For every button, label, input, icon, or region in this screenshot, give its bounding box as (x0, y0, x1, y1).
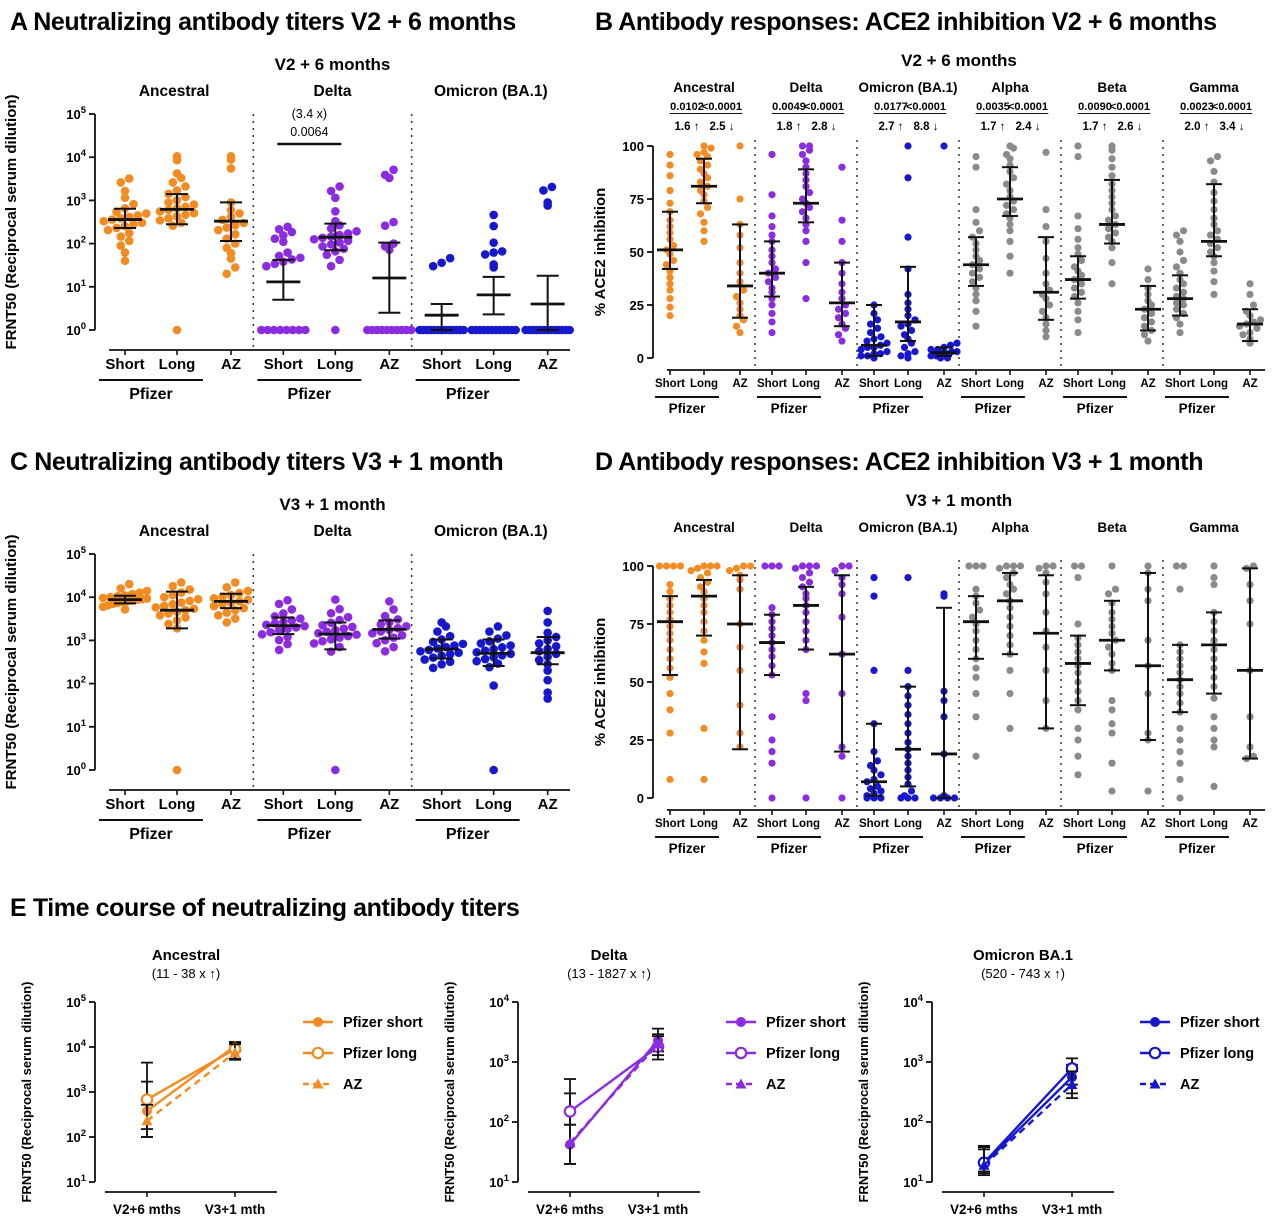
median-iqr (1201, 184, 1227, 256)
svg-text:Short: Short (1062, 378, 1094, 390)
panel-e-omicron-chart (852, 944, 1277, 1216)
svg-text:Alpha: Alpha (991, 520, 1029, 535)
svg-text:Short: Short (960, 378, 992, 390)
svg-text:V2+6 mths: V2+6 mths (113, 1202, 181, 1216)
panel-a-heading: A Neutralizing antibody titers V2 + 6 months (10, 8, 516, 36)
svg-text:Delta: Delta (789, 80, 823, 95)
svg-text:103: $10^3$ (489, 1053, 509, 1070)
svg-text:1.7 ↑: 1.7 ↑ (980, 121, 1006, 133)
svg-text:% ACE2 inhibition: % ACE2 inhibition (592, 617, 609, 747)
svg-text:Short: Short (1062, 818, 1094, 830)
svg-text:AZ: AZ (834, 378, 850, 390)
svg-text:Long: Long (1199, 378, 1229, 390)
median-iqr (829, 575, 855, 751)
variant-alpha (963, 520, 1059, 760)
svg-text:Long: Long (689, 818, 719, 830)
svg-text:0: 0 (636, 351, 644, 366)
svg-text:AZ: AZ (766, 1077, 786, 1093)
svg-text:105: $10^5$ (66, 545, 86, 562)
svg-text:Omicron (BA.1): Omicron (BA.1) (433, 523, 548, 540)
panel-b (585, 0, 1280, 440)
panel-b-heading: B Antibody responses: ACE2 inhibition V2 + 6 months (595, 8, 1217, 36)
legend (1140, 1015, 1260, 1093)
svg-text:101: $10^1$ (66, 277, 86, 295)
svg-text:Pfizer short: Pfizer short (1180, 1015, 1260, 1031)
svg-text:AZ: AZ (936, 378, 952, 390)
median-iqr (1099, 180, 1125, 244)
median-iqr (997, 573, 1023, 654)
svg-text:AZ: AZ (1038, 818, 1054, 830)
svg-text:AZ: AZ (936, 818, 952, 830)
median-iqr (1201, 612, 1227, 693)
svg-text:75: 75 (629, 617, 644, 632)
svg-text:1.7 ↑: 1.7 ↑ (1082, 121, 1108, 133)
panel-d-heading: D Antibody responses: ACE2 inhibition V3 + 1 month (595, 448, 1204, 476)
svg-text:103: $10^3$ (66, 631, 86, 649)
svg-text:Pfizer: Pfizer (668, 401, 706, 416)
svg-text:2.0 ↑: 2.0 ↑ (1184, 121, 1210, 133)
svg-text:Short: Short (105, 796, 145, 813)
svg-text:0.0035: 0.0035 (976, 101, 1010, 113)
svg-text:103: $10^3$ (66, 191, 86, 209)
svg-text:Ancestral: Ancestral (151, 947, 221, 964)
svg-text:Long: Long (158, 356, 196, 373)
svg-text:100: $10^0$ (66, 321, 86, 338)
group-points (1071, 142, 1085, 336)
svg-text:Short: Short (263, 356, 303, 373)
svg-text:101: $10^1$ (66, 717, 86, 735)
svg-text:Pfizer: Pfizer (1076, 401, 1114, 416)
median-iqr (1033, 575, 1059, 728)
svg-text:Pfizer: Pfizer (872, 401, 910, 416)
axes (442, 947, 700, 1216)
panel-e (0, 880, 1280, 1218)
svg-text:Long: Long (158, 796, 196, 813)
svg-text:Delta: Delta (590, 947, 628, 964)
svg-text:AZ: AZ (537, 796, 558, 813)
svg-text:AZ: AZ (732, 818, 748, 830)
median-iqr (759, 615, 785, 675)
svg-text:8.8 ↓: 8.8 ↓ (913, 121, 939, 133)
median-iqr (1065, 256, 1091, 298)
panel-e-heading: E Time course of neutralizing antibody titers (10, 894, 520, 922)
panel-c-heading: C Neutralizing antibody titers V3 + 1 month (10, 448, 504, 476)
svg-text:<0.0001: <0.0001 (803, 101, 845, 113)
svg-text:Long: Long (689, 378, 719, 390)
variant-ancestral (99, 523, 253, 774)
svg-text:Pfizer: Pfizer (668, 841, 706, 856)
panel-c-chart (0, 486, 585, 880)
svg-text:Long: Long (791, 818, 821, 830)
median-iqr (1099, 601, 1125, 671)
svg-text:102: $10^2$ (66, 1128, 86, 1145)
svg-text:Short: Short (1164, 378, 1196, 390)
svg-text:V3 + 1 month: V3 + 1 month (279, 495, 386, 514)
group-points (927, 142, 960, 361)
svg-text:100: 100 (622, 139, 644, 154)
median-iqr (793, 169, 819, 222)
svg-text:50: 50 (629, 245, 644, 260)
svg-text:Ancestral: Ancestral (138, 523, 210, 540)
svg-text:2.7 ↑: 2.7 ↑ (878, 121, 904, 133)
svg-text:103: $10^3$ (66, 1083, 86, 1100)
svg-text:0.0064: 0.0064 (290, 125, 329, 139)
svg-text:102: $10^2$ (66, 234, 86, 252)
median-iqr (657, 212, 683, 269)
svg-text:(11 - 38 x ↑): (11 - 38 x ↑) (151, 966, 221, 981)
svg-text:Long: Long (475, 796, 512, 813)
svg-text:AZ: AZ (1140, 818, 1156, 830)
variant-delta (759, 520, 855, 802)
median-iqr (997, 167, 1023, 216)
svg-text:75: 75 (629, 192, 644, 207)
group-points (1105, 562, 1119, 794)
median-iqr (895, 267, 921, 341)
median-iqr (372, 243, 406, 313)
median-iqr (895, 687, 921, 787)
svg-text:Short: Short (858, 818, 890, 830)
svg-text:25: 25 (629, 298, 644, 313)
svg-text:Pfizer short: Pfizer short (766, 1015, 846, 1031)
svg-text:Short: Short (756, 818, 788, 830)
legend (303, 1015, 423, 1093)
svg-text:Short: Short (422, 356, 462, 373)
svg-text:Pfizer: Pfizer (1178, 841, 1216, 856)
svg-text:Delta: Delta (313, 83, 352, 100)
svg-text:104: $10^4$ (66, 1038, 86, 1055)
svg-text:Omicron (BA.1): Omicron (BA.1) (858, 80, 958, 95)
svg-text:50: 50 (629, 675, 644, 690)
svg-text:Pfizer: Pfizer (770, 401, 808, 416)
median-iqr (829, 263, 855, 327)
variant-ancestral (99, 83, 248, 334)
median-iqr (963, 237, 989, 286)
svg-text:<0.0001: <0.0001 (1109, 101, 1151, 113)
group-points (467, 211, 520, 335)
svg-text:101: $10^1$ (66, 1173, 86, 1190)
svg-text:V3 + 1 month: V3 + 1 month (905, 491, 1013, 510)
svg-text:0.0090: 0.0090 (1078, 101, 1112, 113)
svg-text:FRNT50 (Reciprocal serum dilut: FRNT50 (Reciprocal serum dilution) (3, 94, 20, 350)
group-points (310, 182, 361, 334)
svg-text:Pfizer: Pfizer (445, 826, 490, 843)
svg-text:FRNT50 (Reciprocal serum dilut: FRNT50 (Reciprocal serum dilution) (3, 534, 20, 790)
svg-text:Short: Short (858, 378, 890, 390)
svg-text:AZ: AZ (1180, 1077, 1200, 1093)
svg-text:Omicron (BA.1): Omicron (BA.1) (433, 83, 548, 100)
svg-text:102: $10^2$ (489, 1113, 509, 1130)
svg-text:FRNT50 (Reciprocal serum dilut: FRNT50 (Reciprocal serum dilution) (19, 981, 34, 1203)
svg-text:Pfizer short: Pfizer short (343, 1015, 423, 1031)
variant-omicron-ba-1- (857, 80, 960, 362)
svg-text:Long: Long (893, 818, 923, 830)
svg-text:Pfizer: Pfizer (1076, 841, 1114, 856)
svg-text:Delta: Delta (313, 523, 352, 540)
svg-text:25: 25 (629, 733, 644, 748)
svg-text:Omicron (BA.1): Omicron (BA.1) (858, 520, 958, 535)
series-pfizer-short (564, 1029, 664, 1164)
svg-text:V3+1 mth: V3+1 mth (627, 1202, 689, 1216)
median-iqr (1237, 568, 1263, 758)
svg-text:Long: Long (1199, 818, 1229, 830)
svg-text:Ancestral: Ancestral (673, 80, 735, 95)
svg-text:Long: Long (791, 378, 821, 390)
median-iqr (931, 608, 957, 798)
svg-text:Short: Short (105, 356, 145, 373)
median-iqr (214, 202, 248, 241)
svg-text:0.0177: 0.0177 (874, 101, 908, 113)
svg-text:(3.4 x): (3.4 x) (291, 107, 328, 121)
median-iqr (1135, 286, 1161, 331)
svg-text:Gamma: Gamma (1189, 80, 1239, 95)
median-iqr (1167, 645, 1193, 712)
svg-text:Long: Long (317, 796, 354, 813)
svg-text:Gamma: Gamma (1189, 520, 1239, 535)
svg-text:3.4 ↓: 3.4 ↓ (1219, 121, 1245, 133)
svg-text:Beta: Beta (1097, 80, 1127, 95)
group-points (156, 152, 199, 334)
svg-text:<0.0001: <0.0001 (905, 101, 947, 113)
svg-text:V2 + 6 months: V2 + 6 months (901, 51, 1017, 70)
median-iqr (1033, 237, 1059, 320)
svg-text:Pfizer: Pfizer (974, 401, 1012, 416)
svg-text:Omicron BA.1: Omicron BA.1 (972, 947, 1074, 964)
svg-text:103: $10^3$ (903, 1053, 923, 1070)
panel-c (0, 440, 585, 880)
svg-text:Pfizer: Pfizer (287, 386, 332, 403)
svg-text:Pfizer long: Pfizer long (766, 1046, 841, 1062)
svg-text:Pfizer long: Pfizer long (1180, 1046, 1255, 1062)
svg-text:104: $10^4$ (489, 993, 509, 1010)
axes (592, 491, 1265, 856)
svg-text:Short: Short (756, 378, 788, 390)
svg-text:Alpha: Alpha (991, 80, 1029, 95)
panel-b-chart (585, 46, 1280, 440)
svg-text:<0.0001: <0.0001 (701, 101, 743, 113)
panel-d (585, 440, 1280, 880)
panel-e-delta-chart (438, 944, 863, 1216)
svg-text:104: $10^4$ (66, 148, 86, 166)
svg-text:1.6 ↑: 1.6 ↑ (674, 121, 700, 133)
svg-text:0.0102: 0.0102 (670, 101, 704, 113)
svg-text:AZ: AZ (1038, 378, 1054, 390)
series-pfizer-long (141, 1043, 241, 1137)
svg-text:AZ: AZ (379, 356, 400, 373)
svg-text:Long: Long (1097, 378, 1127, 390)
variant-delta (759, 80, 855, 345)
svg-text:Pfizer: Pfizer (129, 386, 173, 403)
svg-text:V2 + 6 months: V2 + 6 months (274, 55, 391, 74)
svg-text:AZ: AZ (732, 378, 748, 390)
variant-alpha (963, 80, 1059, 340)
median-iqr (861, 724, 887, 796)
svg-text:Pfizer: Pfizer (129, 826, 173, 843)
variant-beta (1065, 520, 1161, 795)
svg-text:0.0023: 0.0023 (1180, 101, 1214, 113)
svg-text:(13 - 1827 x ↑): (13 - 1827 x ↑) (567, 966, 651, 981)
svg-text:Pfizer: Pfizer (974, 841, 1012, 856)
svg-text:FRNT50 (Reciprocal serum dilut: FRNT50 (Reciprocal serum dilution) (856, 981, 871, 1203)
svg-text:AZ: AZ (1140, 378, 1156, 390)
svg-text:Beta: Beta (1097, 520, 1127, 535)
svg-text:101: $10^1$ (903, 1173, 923, 1190)
panel-a-chart (0, 46, 585, 440)
svg-text:AZ: AZ (1242, 818, 1258, 830)
legend (726, 1015, 846, 1093)
variant-omicron-ba-1- (858, 520, 958, 802)
svg-text:2.8 ↓: 2.8 ↓ (811, 121, 837, 133)
median-iqr (531, 276, 565, 330)
median-iqr (657, 596, 683, 675)
svg-text:102: $10^2$ (66, 674, 86, 692)
svg-text:Pfizer: Pfizer (770, 841, 808, 856)
svg-text:100: $10^0$ (66, 761, 86, 778)
svg-text:Short: Short (1164, 818, 1196, 830)
median-iqr (477, 277, 511, 315)
svg-text:Pfizer: Pfizer (287, 826, 332, 843)
variant-omicron-ba-1- (415, 83, 574, 334)
svg-text:Long: Long (317, 356, 354, 373)
svg-text:Ancestral: Ancestral (138, 83, 210, 100)
panel-e-ancestral-chart (15, 944, 440, 1216)
svg-text:AZ: AZ (379, 796, 400, 813)
variant-beta (1065, 80, 1161, 345)
svg-text:104: $10^4$ (66, 588, 86, 606)
variant-ancestral (657, 80, 753, 336)
svg-text:2.4 ↓: 2.4 ↓ (1015, 121, 1041, 133)
median-iqr (1065, 636, 1091, 706)
svg-text:Ancestral: Ancestral (673, 520, 735, 535)
svg-text:2.6 ↓: 2.6 ↓ (1117, 121, 1143, 133)
svg-text:0.0049: 0.0049 (772, 101, 806, 113)
svg-text:Long: Long (475, 356, 512, 373)
svg-text:100: 100 (622, 559, 644, 574)
svg-text:AZ: AZ (221, 356, 241, 373)
svg-text:Pfizer long: Pfizer long (343, 1046, 418, 1062)
svg-text:AZ: AZ (343, 1077, 363, 1093)
median-iqr (727, 575, 753, 749)
svg-text:102: $10^2$ (903, 1113, 923, 1130)
svg-text:2.5 ↓: 2.5 ↓ (709, 121, 735, 133)
variant-delta (257, 83, 416, 334)
svg-text:Short: Short (960, 818, 992, 830)
svg-text:Long: Long (995, 818, 1025, 830)
svg-text:V2+6 mths: V2+6 mths (950, 1202, 1018, 1216)
svg-text:AZ: AZ (221, 796, 241, 813)
group-points (965, 562, 986, 759)
axes (3, 495, 570, 843)
svg-text:Long: Long (893, 378, 923, 390)
svg-text:104: $10^4$ (903, 993, 923, 1010)
median-iqr (793, 587, 819, 650)
variant-ancestral (656, 520, 754, 783)
median-iqr (691, 159, 717, 204)
svg-text:Short: Short (422, 796, 462, 813)
median-iqr (1167, 275, 1193, 315)
panel-a (0, 0, 585, 440)
svg-text:Delta: Delta (789, 520, 823, 535)
variant-gamma (1167, 80, 1264, 347)
median-iqr (963, 596, 989, 659)
variant-gamma (1167, 520, 1263, 802)
median-iqr (1135, 573, 1161, 740)
svg-text:Short: Short (654, 378, 686, 390)
svg-text:105: $10^5$ (66, 105, 86, 122)
svg-text:1.8 ↑: 1.8 ↑ (776, 121, 802, 133)
group-points (761, 562, 782, 801)
svg-text:V3+1 mth: V3+1 mth (1041, 1202, 1103, 1216)
svg-text:<0.0001: <0.0001 (1211, 101, 1253, 113)
svg-text:AZ: AZ (834, 818, 850, 830)
svg-text:Pfizer: Pfizer (1178, 401, 1216, 416)
median-iqr (691, 580, 717, 636)
svg-text:% ACE2 inhibition: % ACE2 inhibition (592, 187, 609, 317)
svg-text:V3+1 mth: V3+1 mth (204, 1202, 266, 1216)
significance-annotation (277, 107, 341, 144)
svg-text:105: $10^5$ (66, 993, 86, 1010)
median-iqr (759, 241, 785, 296)
svg-text:FRNT50 (Reciprocal serum dilut: FRNT50 (Reciprocal serum dilution) (442, 981, 457, 1203)
svg-text:<0.0001: <0.0001 (1007, 101, 1049, 113)
variant-delta (258, 523, 411, 774)
svg-text:Short: Short (263, 796, 303, 813)
median-iqr (727, 224, 753, 317)
series-pfizer-long (978, 1058, 1078, 1171)
variant-omicron-ba-1- (416, 523, 565, 774)
svg-text:Short: Short (654, 818, 686, 830)
svg-text:(520 - 743 x ↑): (520 - 743 x ↑) (981, 966, 1065, 981)
svg-text:V2+6 mths: V2+6 mths (536, 1202, 604, 1216)
svg-text:101: $10^1$ (489, 1173, 509, 1190)
svg-text:Long: Long (1097, 818, 1127, 830)
series-az (141, 1044, 241, 1137)
svg-text:0: 0 (636, 791, 644, 806)
svg-text:AZ: AZ (1242, 378, 1258, 390)
svg-text:Long: Long (995, 378, 1025, 390)
panel-d-chart (585, 486, 1280, 880)
svg-text:Pfizer: Pfizer (872, 841, 910, 856)
svg-text:AZ: AZ (537, 356, 558, 373)
svg-text:Pfizer: Pfizer (445, 386, 490, 403)
